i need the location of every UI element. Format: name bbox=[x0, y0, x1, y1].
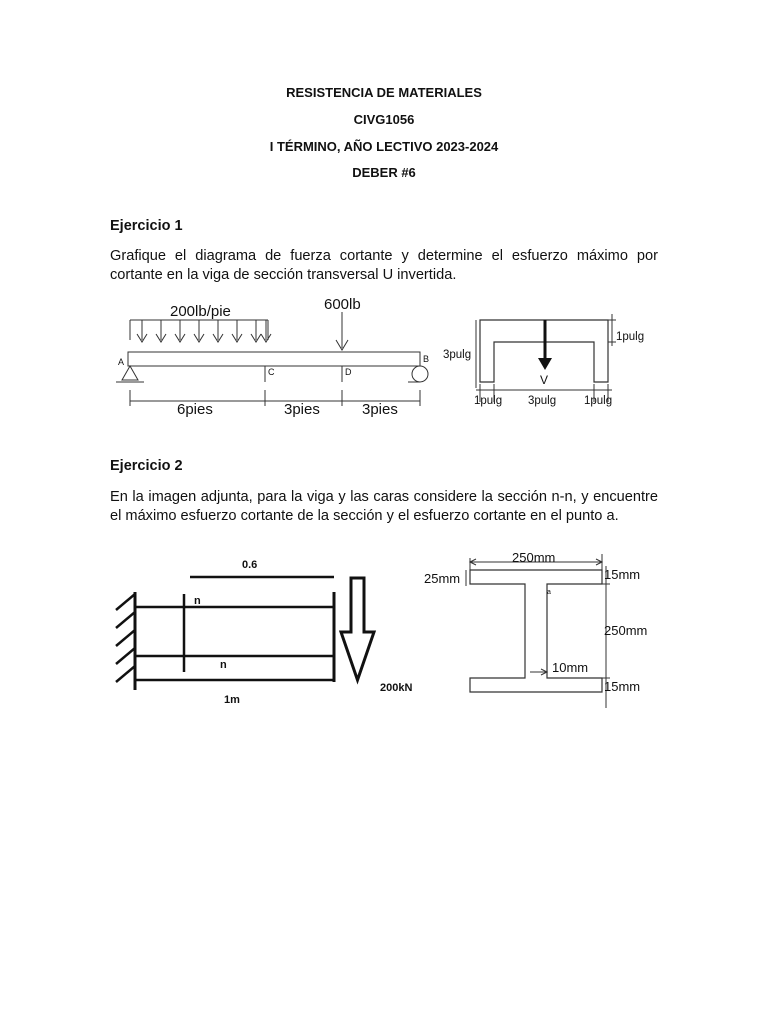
load-label: 200kN bbox=[380, 682, 413, 694]
course-code: CIVG1056 bbox=[353, 112, 415, 127]
left-web-width-label: 1pulg bbox=[474, 395, 503, 407]
exercise-2-cross-section bbox=[420, 548, 660, 710]
span-db-label: 3pies bbox=[362, 401, 398, 418]
overhang-label: 25mm bbox=[424, 571, 461, 586]
point-c-label: C bbox=[268, 367, 275, 377]
section-height-label: 3pulg bbox=[443, 349, 472, 361]
point-b-label: B bbox=[423, 354, 430, 364]
section-n-bottom-label: n bbox=[220, 659, 227, 671]
point-a-label: A bbox=[118, 357, 125, 367]
flange-width-label: 250mm bbox=[512, 550, 556, 565]
point-load-label: 600lb bbox=[324, 296, 361, 313]
bottom-flange-thickness-label: 15mm bbox=[604, 679, 641, 694]
distance-label: 0.6 bbox=[242, 559, 258, 571]
top-flange-thickness-label: 15mm bbox=[604, 567, 641, 582]
term-line: I TÉRMINO, AÑO LECTIVO 2023-2024 bbox=[269, 139, 499, 154]
exercise-2-text: En la imagen adjunta, para la viga y las caras considere la sección n-n, y encuentre el máximo esfuerzo cortante de la sección y el esfuerzo cortante en el punto a. bbox=[110, 489, 658, 524]
exercise-2-title: Ejercicio 2 bbox=[110, 458, 183, 474]
web-height-label: 250mm bbox=[604, 623, 648, 638]
inner-width-label: 3pulg bbox=[528, 395, 557, 407]
exercise-1-cross-section bbox=[440, 310, 648, 414]
exercise-1-beam-diagram bbox=[110, 290, 430, 420]
right-web-width-label: 1pulg bbox=[584, 395, 613, 407]
course-title: RESISTENCIA DE MATERIALES bbox=[286, 85, 482, 100]
exercise-1-title: Ejercicio 1 bbox=[110, 218, 183, 234]
shear-force-label: V bbox=[540, 373, 549, 387]
flange-thickness-label: 1pulg bbox=[616, 331, 645, 343]
section-n-top-label: n bbox=[194, 595, 201, 607]
exercise-1-text: Grafique el diagrama de fuerza cortante y determine el esfuerzo máximo por cortante en la viga de sección transversal U invertida. bbox=[110, 248, 658, 283]
span-cd-label: 3pies bbox=[284, 401, 320, 418]
distributed-load-label: 200lb/pie bbox=[170, 303, 231, 320]
homework-title: DEBER #6 bbox=[352, 165, 416, 180]
exercise-2-beam-diagram bbox=[108, 552, 418, 710]
beam-length-label: 1m bbox=[224, 694, 240, 706]
point-d-label: D bbox=[345, 367, 352, 377]
span-ac-label: 6pies bbox=[177, 401, 213, 418]
point-a-label: a bbox=[547, 589, 551, 596]
web-thickness-label: 10mm bbox=[552, 660, 589, 675]
